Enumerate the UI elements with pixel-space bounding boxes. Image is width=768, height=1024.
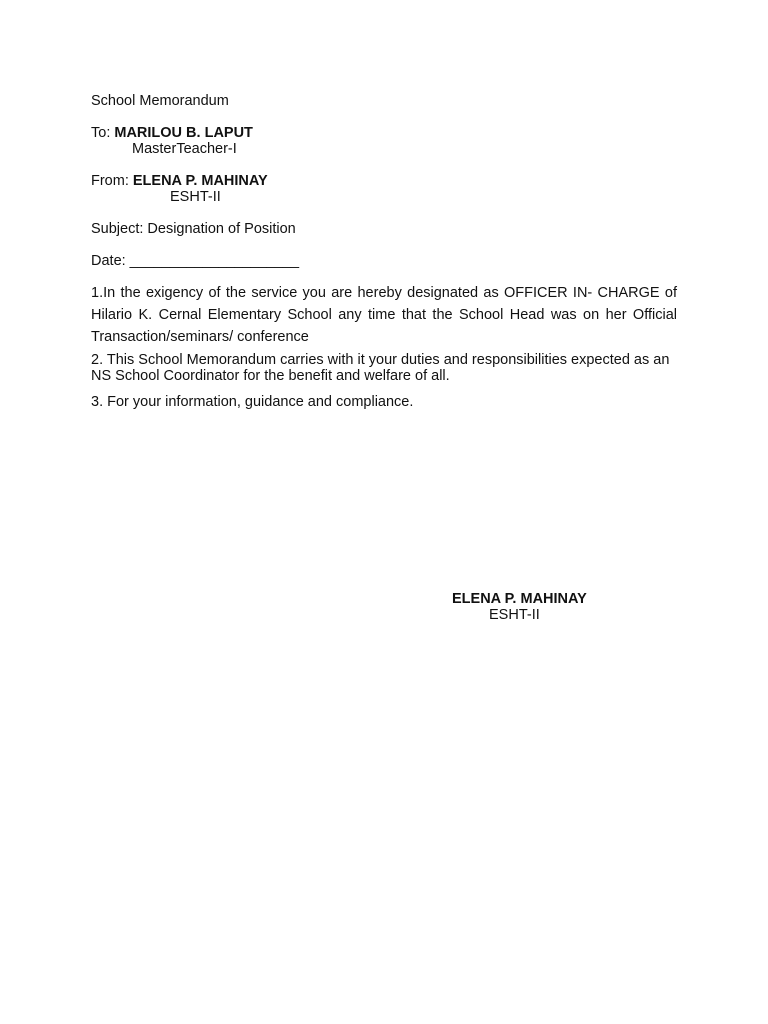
from-line [91,173,268,190]
paragraph-1: 1.In the exigency of the service you are hereby designated as OFFICER IN- CHARGE of Hilario K. Cernal Elementary School any time that the School Head was on her Official Transaction/seminars/ conference [91,285,677,345]
signature-name: ELENA P. MAHINAY [452,591,587,607]
date-line: Date: _____________________ [91,253,300,269]
to-line [91,125,253,142]
subject-line: Subject: Designation of Position [91,221,296,237]
to-label: To: [91,125,115,141]
signature-position: ESHT-II [489,607,540,623]
from-position: ESHT-II [170,189,221,205]
paragraph-3: 3. For your information, guidance and compliance. [91,394,414,410]
from-name: ELENA P. MAHINAY [132,173,268,189]
to-position: MasterTeacher-I [132,141,237,157]
memo-heading: School Memorandum [91,93,229,109]
to-name: MARILOU B. LAPUT [114,125,253,141]
from-label: From: [91,173,133,189]
paragraph-2: 2. This School Memorandum carries with it your duties and responsibilities expected as an NS School Coordinator for the benefit and welfare of all. [91,352,670,384]
